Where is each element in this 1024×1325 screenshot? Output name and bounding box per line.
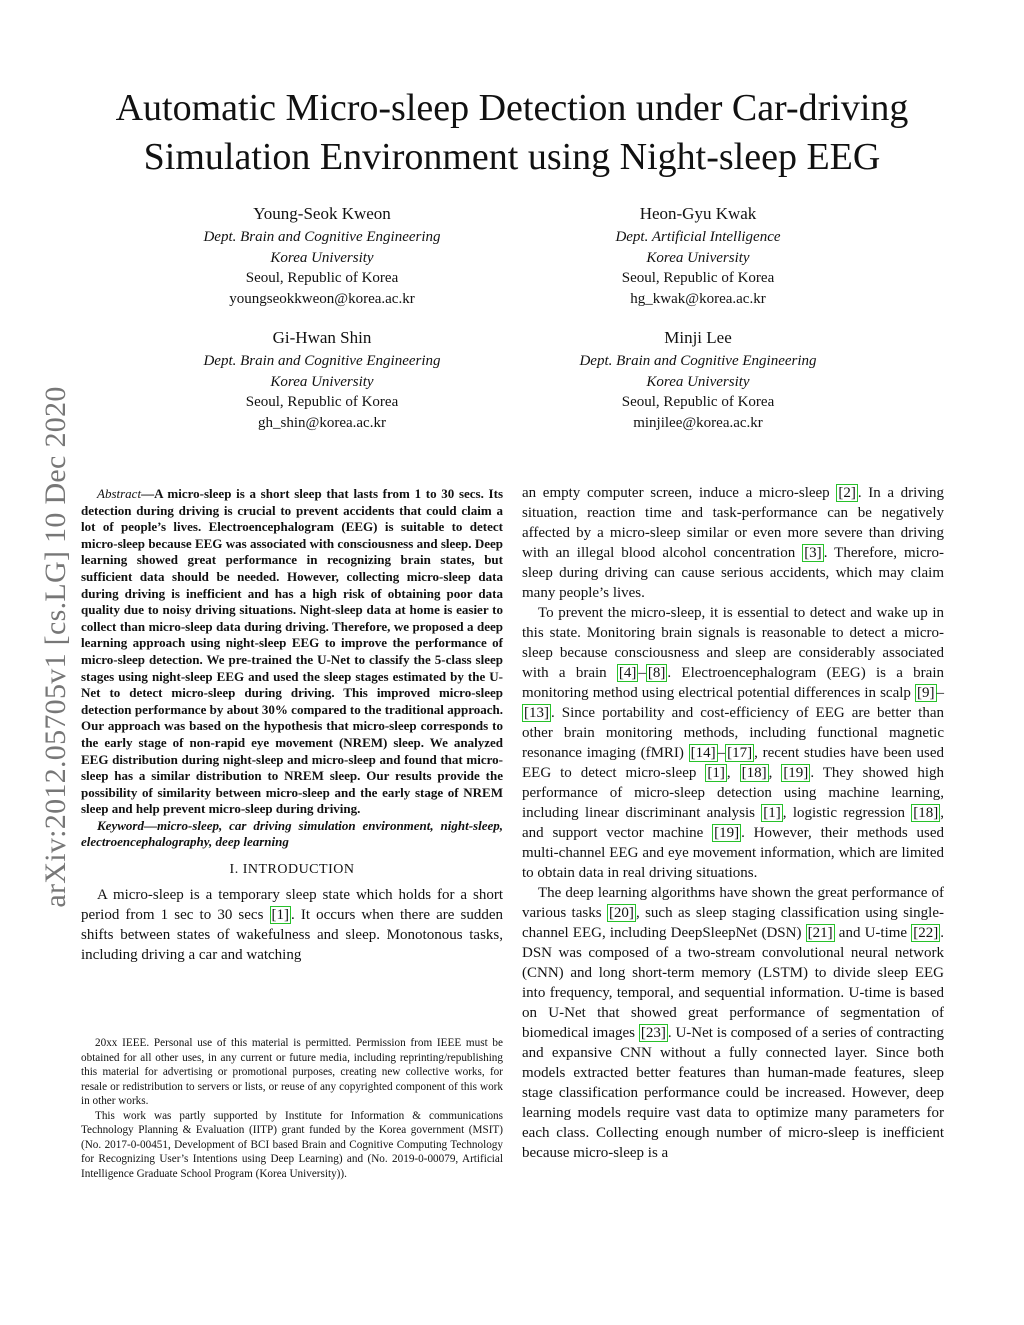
author-name: Heon-Gyu Kwak bbox=[639, 204, 757, 223]
author-email: youngseokkweon@korea.ac.kr bbox=[229, 290, 415, 307]
text-run: To prevent the micro-sleep, it is essential to detect and wake up in this state. Monitoring brain signals is reasonable to detect a micro-sleep because consciousness and sleep are considerably associated with a brain bbox=[522, 605, 944, 681]
left-column bbox=[81, 486, 503, 965]
author-email: minjilee@korea.ac.kr bbox=[633, 414, 763, 431]
text-run: A micro-sleep is a temporary sleep state which holds for a short period from 1 sec to 30 secs bbox=[81, 887, 503, 924]
citation-link[interactable]: [22] bbox=[913, 925, 939, 941]
text-run: , bbox=[768, 765, 782, 781]
abstract-label: Abstract bbox=[97, 486, 142, 501]
text-run: The deep learning algorithms have shown the great performance of various tasks bbox=[522, 885, 944, 921]
author-block bbox=[518, 203, 878, 309]
author-city: Seoul, Republic of Korea bbox=[245, 394, 399, 411]
keywords: Keyword—micro-sleep, car driving simulation environment, night-sleep, electroencephalography, deep learning bbox=[81, 817, 503, 850]
text-run: . U-Net is composed of a series of contracting and expansive CNN without a fully connected layer. Since both models extracted better features than human-made features, sleep stage classification performance could be increased. However, deep learning models require vast data to optimize many parameters for each class. Collecting enough number of micro-sleep is inefficient because micro-sleep is a bbox=[522, 1025, 944, 1161]
citation-link[interactable]: [1] bbox=[707, 765, 725, 781]
citation-link[interactable]: [14] bbox=[690, 745, 716, 761]
text-run: . They showed high performance of micro-sleep detection using machine learning, including linear discriminant analysis bbox=[522, 765, 945, 821]
author-city: Seoul, Republic of Korea bbox=[621, 270, 775, 287]
citation-link[interactable]: [18] bbox=[741, 765, 767, 781]
arxiv-identifier: arXiv:2012.05705v1 [cs.LG] 10 Dec 2020 bbox=[39, 386, 72, 908]
author-email: hg_kwak@korea.ac.kr bbox=[630, 290, 766, 307]
citation-link[interactable]: [21] bbox=[807, 925, 833, 941]
author-dept: Dept. Artificial Intelligence bbox=[615, 229, 781, 245]
text-run: . Since portability and cost-efficiency of EEG are better than other brain monitoring methods, including functional magnetic resonance imaging (fMRI) bbox=[522, 705, 944, 761]
citation-link[interactable]: [19] bbox=[783, 765, 809, 781]
author-name: Minji Lee bbox=[664, 328, 732, 347]
citation-link[interactable]: [4] bbox=[618, 665, 637, 681]
text-run: – bbox=[936, 685, 944, 701]
author-dept: Dept. Brain and Cognitive Engineering bbox=[203, 229, 441, 245]
citation-link[interactable]: [1] bbox=[763, 805, 781, 821]
citation-link[interactable]: [19] bbox=[714, 825, 740, 841]
author-university: Korea University bbox=[646, 373, 750, 390]
intro-paragraph bbox=[81, 885, 503, 965]
citation-link[interactable]: [23] bbox=[640, 1025, 666, 1041]
author-dept: Dept. Brain and Cognitive Engineering bbox=[203, 353, 441, 369]
text-run: . Electroencephalogram (EEG) is a brain monitoring method using electrical potential differences in scalp bbox=[522, 665, 944, 701]
text-run: – bbox=[638, 665, 646, 681]
author-name: Young-Seok Kweon bbox=[253, 204, 391, 223]
section-heading: I. INTRODUCTION bbox=[229, 862, 355, 878]
body-paragraph bbox=[522, 603, 944, 883]
author-city: Seoul, Republic of Korea bbox=[621, 394, 775, 411]
text-run: , logistic regression bbox=[782, 805, 912, 821]
text-run: . However, their methods used multi-channel EEG and eye movement information, which are limited to obtain data in real driving situations. bbox=[522, 825, 944, 881]
citation-link[interactable]: [13] bbox=[524, 705, 549, 721]
author-university: Korea University bbox=[270, 373, 374, 390]
text-run: . It occurs when there are sudden shifts between states of wakefulness and sleep. Monotonous tasks, including driving a car and watching bbox=[81, 907, 503, 964]
citation-link[interactable]: [20] bbox=[608, 905, 634, 921]
body-paragraph bbox=[522, 883, 944, 1163]
text-run: , and support vector machine bbox=[522, 805, 944, 841]
paper-title bbox=[60, 84, 964, 182]
text-run: . In a driving situation, reaction time and task-performance can be negatively affected by a micro-sleep similar or even more severe than driving with an illegal blood alcohol concentration bbox=[522, 485, 945, 561]
title-line-1: Automatic Micro-sleep Detection under Car-driving bbox=[115, 87, 909, 129]
text-run: an empty computer screen, induce a micro-sleep bbox=[522, 485, 837, 501]
text-run: and U-time bbox=[834, 925, 912, 941]
abstract bbox=[81, 486, 503, 818]
author-name: Gi-Hwan Shin bbox=[272, 328, 372, 347]
citation-link[interactable]: [8] bbox=[647, 665, 666, 681]
text-run: , such as sleep staging classification using single-channel EEG, including DeepSleepNet (DSN) bbox=[522, 905, 944, 941]
text-run: – bbox=[717, 745, 726, 761]
text-run: , recent studies have been used EEG to detect micro-sleep bbox=[522, 745, 944, 781]
copyright-footnote: 20xx IEEE. Personal use of this material is permitted. Permission from IEEE must be obtained for all other uses, in any current or future media, including reprinting/republishing this material for advertising or promotional purposes, creating new collective works, for resale or redistribution to servers or lists, or reuse of any copyrighted component of this work in other works. bbox=[81, 1037, 503, 1107]
author-block bbox=[142, 327, 502, 433]
citation-link[interactable]: [18] bbox=[913, 805, 939, 821]
citation-link[interactable]: [9] bbox=[917, 685, 935, 701]
author-dept: Dept. Brain and Cognitive Engineering bbox=[579, 353, 817, 369]
abstract-text: —A micro-sleep is a short sleep that lasts from 1 to 30 secs. Its detection during driving is crucial to prevent accidents that could claim a lot of people’s lives. Electroencephalogram (EEG) is suitable to detect micro-sleep because EEG was associated with consciousness and sleep. Deep learning showed great performance in recognizing brain states, but sufficient data should be needed. However, collecting micro-sleep data during driving is inefficient and has a high risk of obtaining poor data quality due to noisy driving situations. Night-sleep data at home is easier to collect than micro-sleep data during driving. Therefore, we proposed a deep learning approach using night-sleep EEG to improve the performance of micro-sleep detection. We pre-trained the U-Net to classify the 5-class sleep stages using night-sleep EEG and used the sleep stages estimated by the U-Net to detect micro-sleep during driving. This improved micro-sleep detection performance by about 30% compared to the traditional approach. Our approach was based on the hypothesis that micro-sleep corresponds to the early stage of non-rapid eye movement (NREM) sleep. We analyzed EEG distribution during night-sleep and micro-sleep and found that micro-sleep has a similar distribution to NREM sleep. Our results provide the possibility of similarity between micro-sleep and the early stage of NREM sleep and help prevent micro-sleep during driving. bbox=[81, 486, 503, 817]
right-column bbox=[522, 483, 944, 1163]
text-run: . Therefore, micro-sleep during driving can cause serious accidents, which may claim many people’s lives. bbox=[522, 545, 944, 601]
citation-link[interactable]: [2] bbox=[838, 485, 856, 501]
author-city: Seoul, Republic of Korea bbox=[245, 270, 399, 287]
arxiv-sidebar bbox=[30, 352, 82, 942]
footnotes bbox=[81, 1036, 503, 1181]
citation-link[interactable]: [1] bbox=[271, 907, 290, 924]
text-run: , bbox=[726, 765, 740, 781]
title-line-2: Simulation Environment using Night-sleep EEG bbox=[143, 136, 881, 178]
citation-link[interactable]: [3] bbox=[804, 545, 822, 561]
body-paragraph bbox=[522, 483, 944, 603]
citation-link[interactable]: [17] bbox=[727, 745, 753, 761]
author-block bbox=[142, 203, 502, 309]
author-university: Korea University bbox=[270, 249, 374, 266]
funding-footnote: This work was partly supported by Institute for Information & communications Technology Planning & Evaluation (IITP) grant funded by the Korea government (MSIT) (No. 2017-0-00451, Development of BCI based Brain and Cognitive Computing Technology for Recognizing User’s Intentions using Deep Learning) and (No. 2019-0-00079, Artificial Intelligence Graduate School Program (Korea University)). bbox=[81, 1109, 503, 1180]
text-run: . DSN was composed of a two-stream convolutional neural network (CNN) and long short-term memory (LSTM) to divide sleep EEG into frequency, temporal, and sequential information. U-time is based on U-Net that showed great performance of segmentation of biomedical images bbox=[522, 925, 944, 1041]
author-email: gh_shin@korea.ac.kr bbox=[258, 414, 386, 431]
author-university: Korea University bbox=[646, 249, 750, 266]
author-block bbox=[518, 327, 878, 433]
